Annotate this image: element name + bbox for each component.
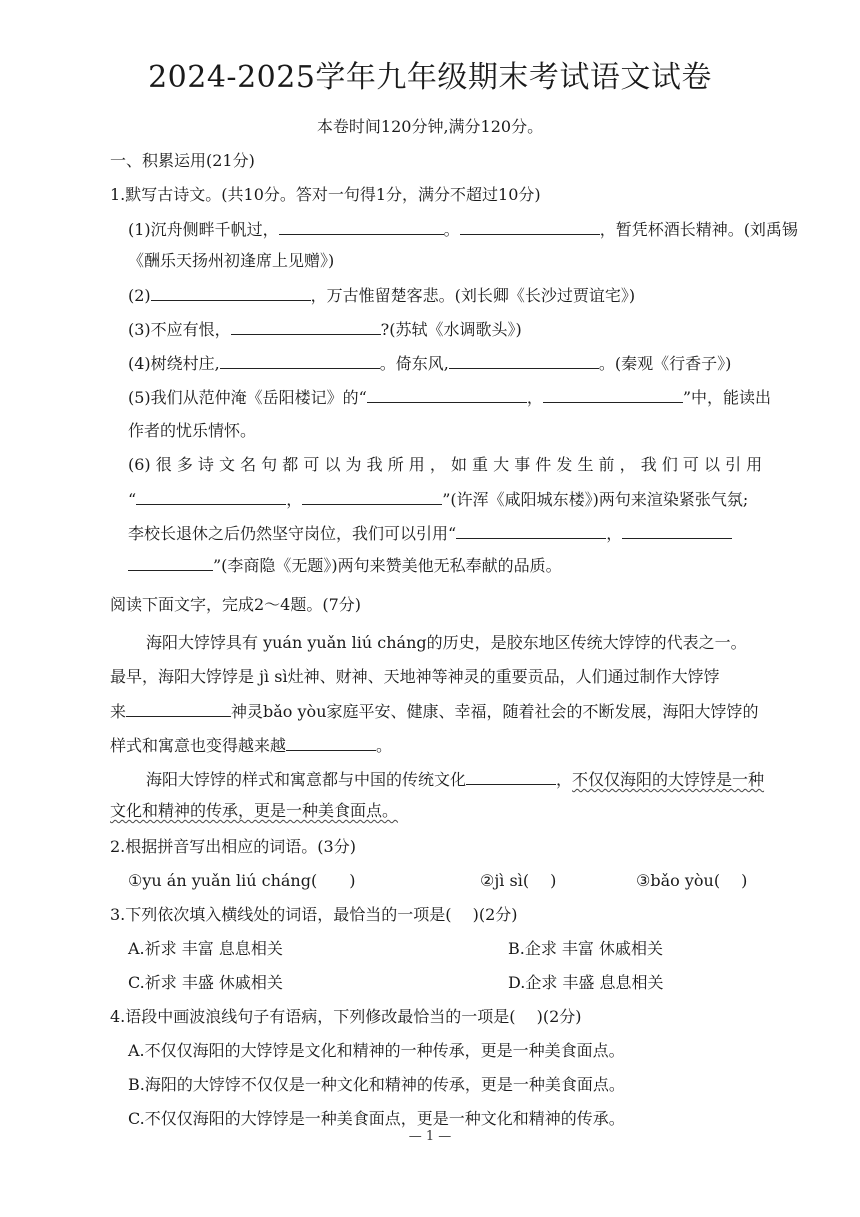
passage-line: 海阳大饽饽具有 yuán yuǎn liú cháng的历史，是胶东地区传统大饽饽的代表之一。 [146,633,747,652]
wavy-underlined-sentence: 文化和精神的传承，更是一种美食面点。 [110,801,399,820]
answer-blank[interactable] [543,386,683,403]
question-4-stem: 4.语段中画波浪线句子有语病，下列修改最恰当的一项是( )(2分) [110,1007,582,1026]
question-2-stem: 2.根据拼音写出相应的词语。(3分) [110,837,356,856]
question-1-item-3: (3)不应有恨， ?(苏轼《水调歌头》) [128,320,522,339]
answer-blank[interactable] [220,352,380,369]
question-1-item-1-source: 《酬乐天扬州初逢席上见赠》) [128,251,335,270]
question-4-option-a[interactable]: A.不仅仅海阳的大饽饽是文化和精神的一种传承，更是一种美食面点。 [128,1041,625,1060]
exam-subtitle: 本卷时间120分钟,满分120分。 [316,117,544,136]
answer-blank[interactable] [302,488,442,505]
answer-blank[interactable] [126,700,231,717]
question-1-item-6: (6) 很 多 诗 文 名 句 都 可 以 为 我 所 用 ， 如 重 大 事 件 发 生 前 ， 我 们 可 以 引 用 [128,455,763,474]
answer-blank[interactable] [466,768,556,785]
question-2-option: ③bǎo yòu( ) [636,871,748,890]
reading-intro: 阅读下面文字，完成2～4题。(7分) [110,595,362,614]
question-3-stem: 3.下列依次填入横线处的词语，最恰当的一项是( )(2分) [110,905,518,924]
answer-blank[interactable] [128,554,213,571]
question-3-option-c[interactable]: C.祈求 丰盛 休戚相关 [128,973,283,992]
question-1-item-5: (5)我们从范仲淹《岳阳楼记》的“ ， ”中，能读出 [128,388,772,407]
question-3-option-d[interactable]: D.企求 丰盛 息息相关 [508,973,664,992]
passage-line: 海阳大饽饽的样式和寓意都与中国的传统文化 ，不仅仅海阳的大饽饽是一种 [146,770,765,789]
answer-blank[interactable] [622,522,732,539]
question-2-option: ②jì sì( ) [480,871,557,890]
answer-blank[interactable] [367,386,527,403]
page-title: 2024-2025学年九年级期末考试语文试卷 [148,60,712,95]
question-1-item-1: (1)沉舟侧畔千帆过， 。 ，暂凭杯酒长精神。(刘禹锡 [128,220,798,239]
question-1-item-4: (4)树绕村庄, 。倚东风, 。(秦观《行香子》) [128,354,732,373]
answer-blank[interactable] [460,218,600,235]
question-1-item-6-line-3: 李校长退休之后仍然坚守岗位，我们可以引用“ ， [128,522,732,545]
question-4-option-c[interactable]: C.不仅仅海阳的大饽饽是一种美食面点，更是一种文化和精神的传承。 [128,1109,625,1128]
question-3-option-b[interactable]: B.企求 丰富 休戚相关 [508,939,664,958]
question-1-item-2: (2) ，万古惟留楚客悲。(刘长卿《长沙过贾谊宅》) [128,286,636,305]
answer-blank[interactable] [286,734,376,751]
wavy-underlined-sentence: 不仅仅海阳的大饽饽是一种 [572,770,765,789]
question-2-option: ①yu án yuǎn liú cháng( ) [128,871,356,890]
question-1-stem: 1.默写古诗文。(共10分。答对一句得1分，满分不超过10分) [110,185,541,204]
passage-line: 来 神灵bǎo yòu家庭平安、健康、幸福，随着社会的不断发展，海阳大饽饽的 [110,702,759,721]
question-1-item-5-cont: 作者的忧乐情怀。 [128,421,257,440]
passage-line: 样式和寓意也变得越来越 。 [110,736,393,755]
answer-blank[interactable] [456,522,606,539]
question-1-item-6-line-2: “ ， ”(许浑《咸阳城东楼》)两句来渲染紧张气氛; [128,490,749,509]
question-1-item-6-line-4: ”(李商隐《无题》)两句来赞美他无私奉献的品质。 [128,554,562,577]
answer-blank[interactable] [279,218,444,235]
section-heading: 一、积累运用(21分) [110,151,255,170]
answer-blank[interactable] [136,488,286,505]
passage-line: 最早，海阳大饽饽是 jì sì灶神、财神、天地神等神灵的重要贡品，人们通过制作大饽饽 [110,667,720,686]
answer-blank[interactable] [449,352,599,369]
page-number: — 1 — [408,1129,452,1144]
answer-blank[interactable] [231,318,381,335]
answer-blank[interactable] [151,284,311,301]
question-3-option-a[interactable]: A.祈求 丰富 息息相关 [128,939,283,958]
passage-line [110,800,398,822]
question-4-option-b[interactable]: B.海阳的大饽饽不仅仅是一种文化和精神的传承，更是一种美食面点。 [128,1075,625,1094]
